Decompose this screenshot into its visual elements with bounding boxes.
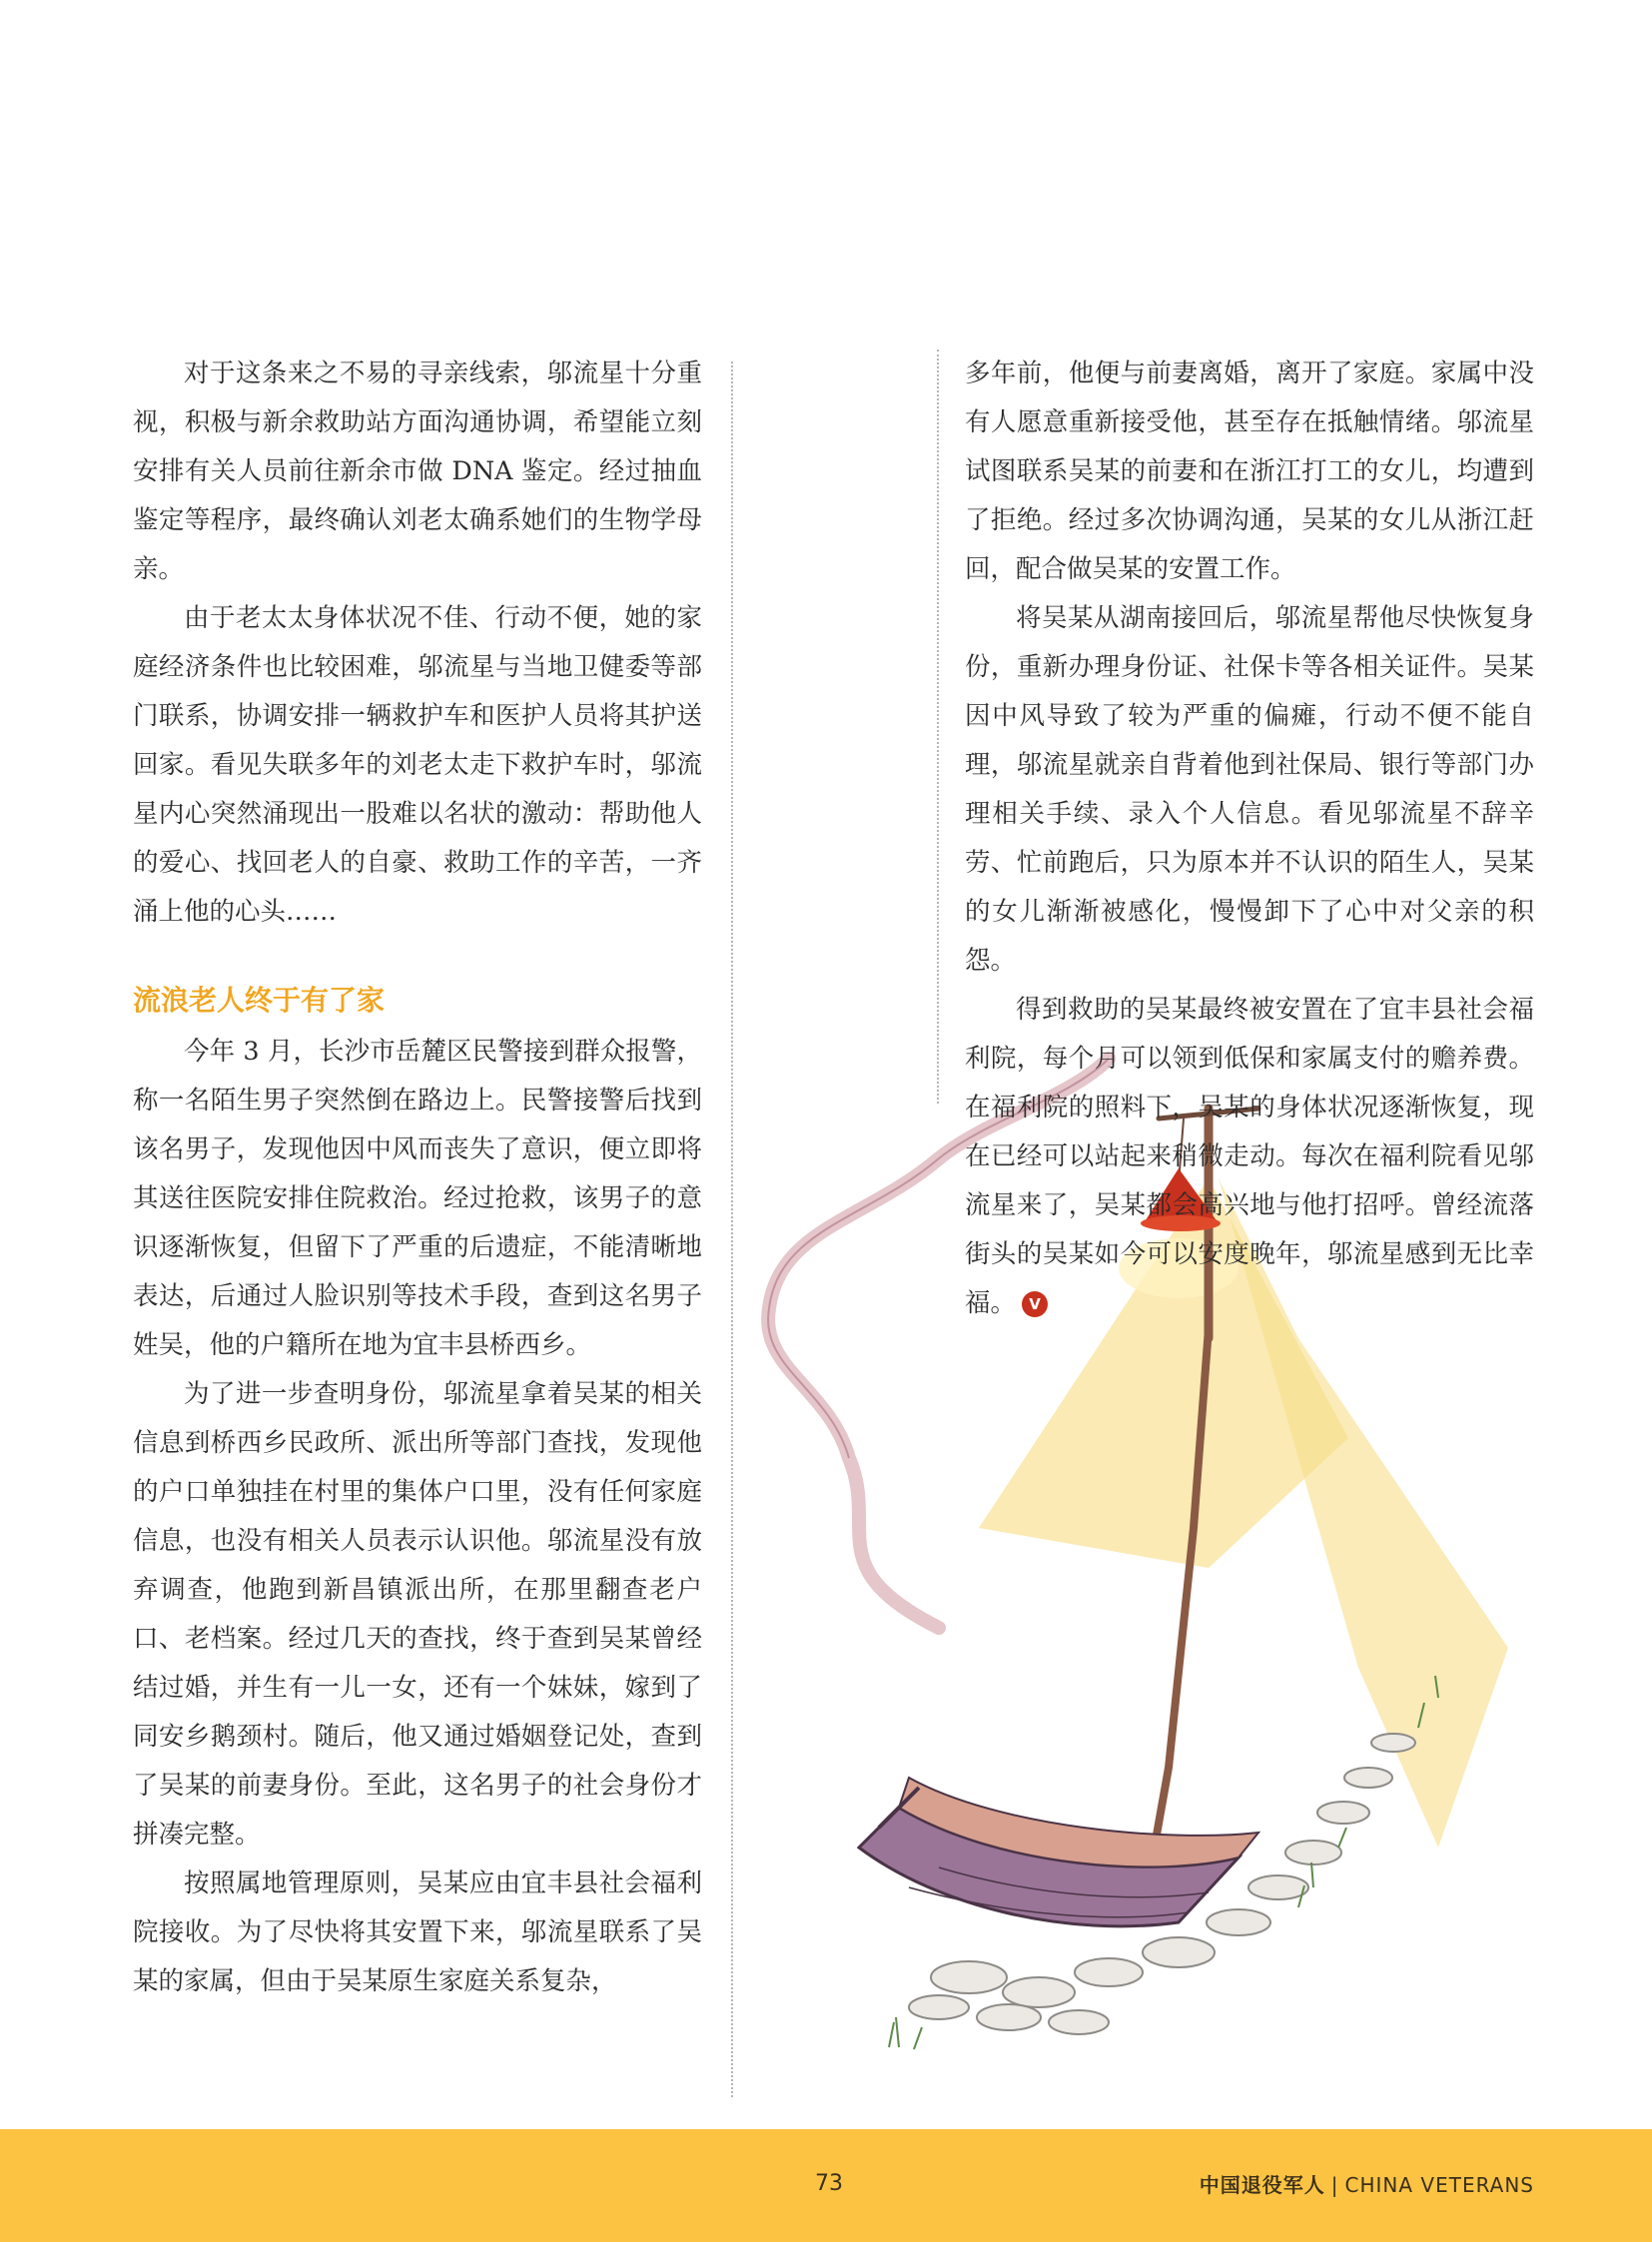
footer-band [0,2129,1652,2242]
page-number: 73 [815,2171,843,2196]
section-heading: 流浪老人终于有了家 [133,984,386,1017]
paragraph: 按照属地管理原则，吴某应由宜丰县社会福利院接收。为了尽快将其安置下来，邬流星联系了吴某的家属，但由于吴某原生家庭关系复杂， [133,1868,702,1996]
magazine-name-cn: 中国退役军人 [1199,2173,1325,2197]
article-end-icon: V [1022,1291,1048,1317]
paragraph: 对于这条来之不易的寻亲线索，邬流星十分重视，积极与新余救助站方面沟通协调，希望能立刻安排有关人员前往新余市做 DNA 鉴定。经过抽血鉴定等程序，最终确认刘老太确系她们的生物学母亲。 [133,359,702,584]
column-divider-right [937,350,939,1104]
paragraph-final [965,986,1534,1328]
column-divider-left [731,362,733,2097]
right-column [965,350,1534,1328]
paragraph: 将吴某从湖南接回后，邬流星帮他尽快恢复身份，重新办理身份证、社保卡等各相关证件。吴某因中风导致了较为严重的偏瘫，行动不便不能自理，邬流星就亲自背着他到社保局、银行等部门办理相关手续、录入个人信息。看见邬流星不辞辛劳、忙前跑后，只为原本并不认识的陌生人，吴某的女儿渐渐被感化，慢慢卸下了心中对父亲的积怨。 [965,603,1534,976]
left-column [133,350,702,2006]
separator: | [1330,2173,1339,2197]
paragraph: 今年 3 月，长沙市岳麓区民警接到群众报警，称一名陌生男子突然倒在路边上。民警接警后找到该名男子，发现他因中风而丧失了意识，便立即将其送往医院安排住院救治。经过抢救，该男子的意识逐渐恢复，但留下了严重的后遗症，不能清晰地表达，后通过人脸识别等技术手段，查到这名男子姓吴，他的户籍所在地为宜丰县桥西乡。 [133,1037,702,1360]
paragraph-continuation: 多年前，他便与前妻离婚，离开了家庭。家属中没有人愿意重新接受他，甚至存在抵触情绪。邬流星试图联系吴某的前妻和在浙江打工的女儿，均遭到了拒绝。经过多次协调沟通，吴某的女儿从浙江赶回，配合做吴某的安置工作。 [965,359,1534,584]
magazine-name-en: CHINA VETERANS [1344,2173,1534,2197]
paragraph-text: 得到救助的吴某最终被安置在了宜丰县社会福利院，每个月可以领到低保和家属支付的赡养费。在福利院的照料下，吴某的身体状况逐渐恢复，现在已经可以站起来稍微走动。每次在福利院看见邬流星来了，吴某都会高兴地与他打招呼。曾经流落街头的吴某如今可以安度晚年，邬流星感到无比幸福。 [965,995,1534,1318]
paragraph: 为了进一步查明身份，邬流星拿着吴某的相关信息到桥西乡民政所、派出所等部门查找，发现他的户口单独挂在村里的集体户口里，没有任何家庭信息，也没有相关人员表示认识他。邬流星没有放弃调查，他跑到新昌镇派出所，在那里翻查老户口、老档案。经过几天的查找，终于查到吴某曾经结过婚，并生有一儿一女，还有一个妹妹，嫁到了同安乡鹅颈村。随后，他又通过婚姻登记处，查到了吴某的前妻身份。至此，这名男子的社会身份才拼凑完整。 [133,1379,702,1850]
paragraph: 由于老太太身体状况不佳、行动不便，她的家庭经济条件也比较困难，邬流星与当地卫健委等部门联系，协调安排一辆救护车和医护人员将其护送回家。看见失联多年的刘老太走下救护车时，邬流星内心突然涌现出一股难以名状的激动：帮助他人的爱心、找回老人的自豪、救助工作的辛苦，一齐涌上他的心头…… [133,603,702,927]
magazine-name [1200,2169,1534,2198]
